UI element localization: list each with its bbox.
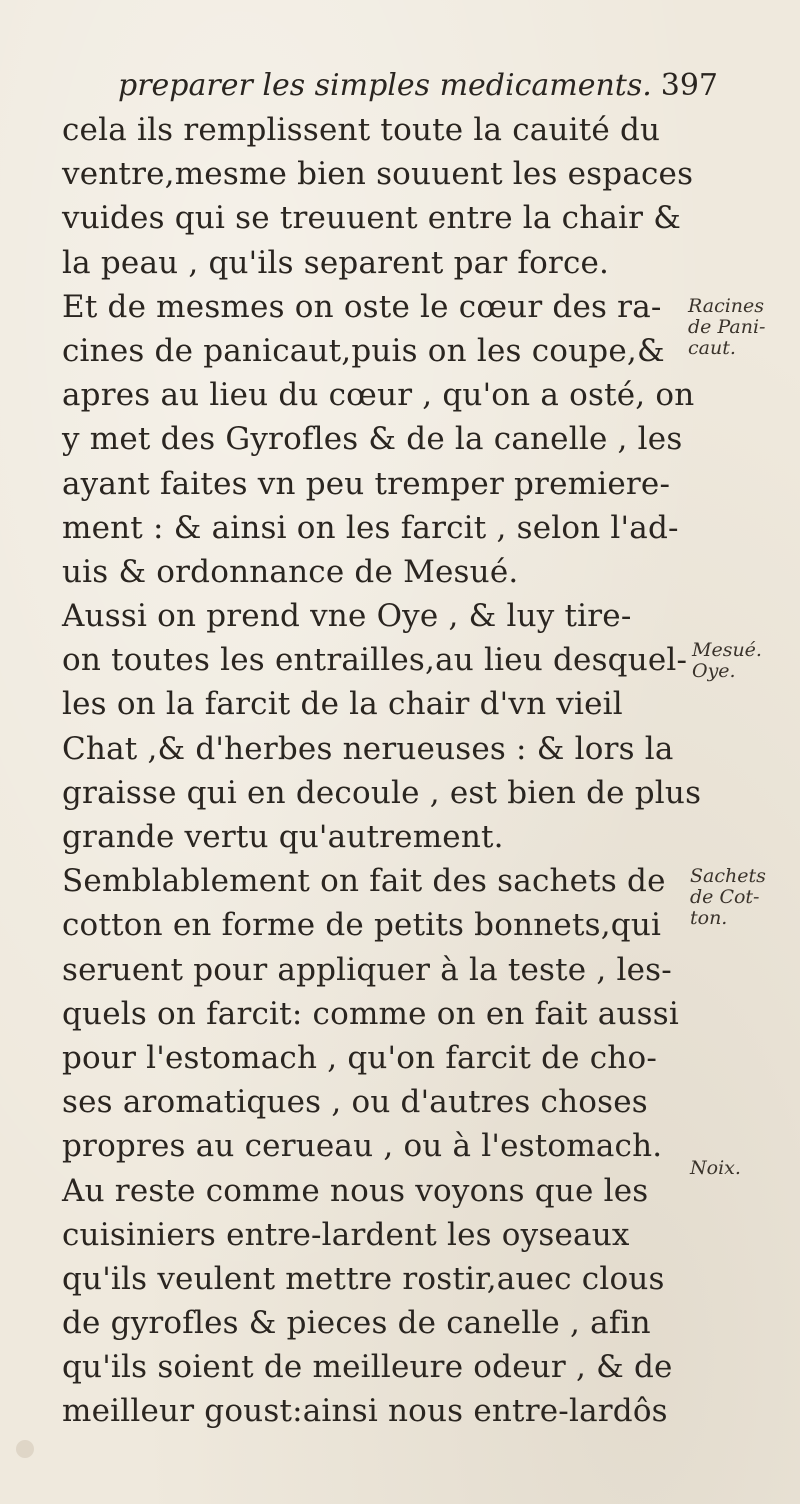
text-line: qu'ils veulent mettre rostir,auec clous <box>62 1260 665 1297</box>
text-line: meilleur goust:ainsi nous entre-lardôs <box>62 1393 668 1430</box>
text-line: cela ils remplissent toute la cauité du <box>62 112 661 148</box>
text-line: Aussi on prend vne Oye , & luy tire- <box>62 598 632 635</box>
text-line: seruent pour appliquer à la teste , les- <box>62 951 672 988</box>
running-title: preparer les simples medicaments. <box>118 68 652 103</box>
margin-note-line: Racines <box>688 295 765 317</box>
text-line: la peau , qu'ils separent par force. <box>62 244 610 281</box>
text-line: ment : & ainsi on les farcit , selon l'ad- <box>62 509 679 546</box>
text-line: cines de panicaut,puis on les coupe,& <box>62 332 665 369</box>
margin-note-line: de Cot- <box>690 886 760 908</box>
page-header <box>118 66 718 106</box>
margin-note-line: Sachets <box>690 865 766 887</box>
text-line: ayant faites vn peu tremper premiere- <box>62 465 671 502</box>
paper-stain <box>16 1440 34 1458</box>
text-line: Au reste comme nous voyons que les <box>62 1172 649 1209</box>
text-line: on toutes les entrailles,au lieu desquel- <box>62 642 688 679</box>
text-line: cotton en forme de petits bonnets,qui <box>62 907 662 944</box>
margin-note-line: Oye. <box>692 660 736 682</box>
text-line: de gyrofles & pieces de canelle , afin <box>62 1305 651 1342</box>
text-line: grande vertu qu'autrement. <box>62 819 504 855</box>
text-line: apres au lieu du cœur , qu'on a osté, on <box>62 377 695 414</box>
text-line: cuisiniers entre-lardent les oyseaux <box>62 1216 630 1253</box>
text-line: vuides qui se treuuent entre la chair & <box>62 200 682 237</box>
text-line: pour l'estomach , qu'on farcit de cho- <box>62 1039 658 1076</box>
margin-note-sachets <box>690 866 766 929</box>
margin-note-line: ton. <box>690 907 728 929</box>
text-line: Chat ,& d'herbes nerueuses : & lors la <box>62 730 674 767</box>
text-line: propres au cerueau , ou à l'estomach. <box>62 1128 663 1165</box>
text-line: y met des Gyrofles & de la canelle , les <box>62 421 683 458</box>
body-text <box>62 108 702 1434</box>
page-number: 397 <box>660 68 718 103</box>
margin-note-mesue <box>692 640 762 682</box>
text-line: graisse qui en decoule , est bien de plus <box>62 774 702 811</box>
text-line: ses aromatiques , ou d'autres choses <box>62 1084 648 1121</box>
margin-note-line: de Pani- <box>688 316 766 338</box>
margin-note-racines <box>688 296 765 359</box>
text-line: Et de mesmes on oste le cœur des ra- <box>62 288 662 325</box>
text-line: les on la farcit de la chair d'vn vieil <box>62 686 623 723</box>
text-line: uis & ordonnance de Mesué. <box>62 553 519 590</box>
margin-note-line: Mesué. <box>692 639 762 661</box>
text-line: Semblablement on fait des sachets de <box>62 863 666 900</box>
text-line: quels on farcit: comme on en fait aussi <box>62 995 679 1032</box>
margin-note-noix <box>690 1158 741 1179</box>
margin-note-line: caut. <box>688 337 736 359</box>
margin-note-line: Noix. <box>690 1157 741 1179</box>
text-line: ventre,mesme bien souuent les espaces <box>62 156 694 193</box>
text-line: qu'ils soient de meilleure odeur , & de <box>62 1349 673 1386</box>
